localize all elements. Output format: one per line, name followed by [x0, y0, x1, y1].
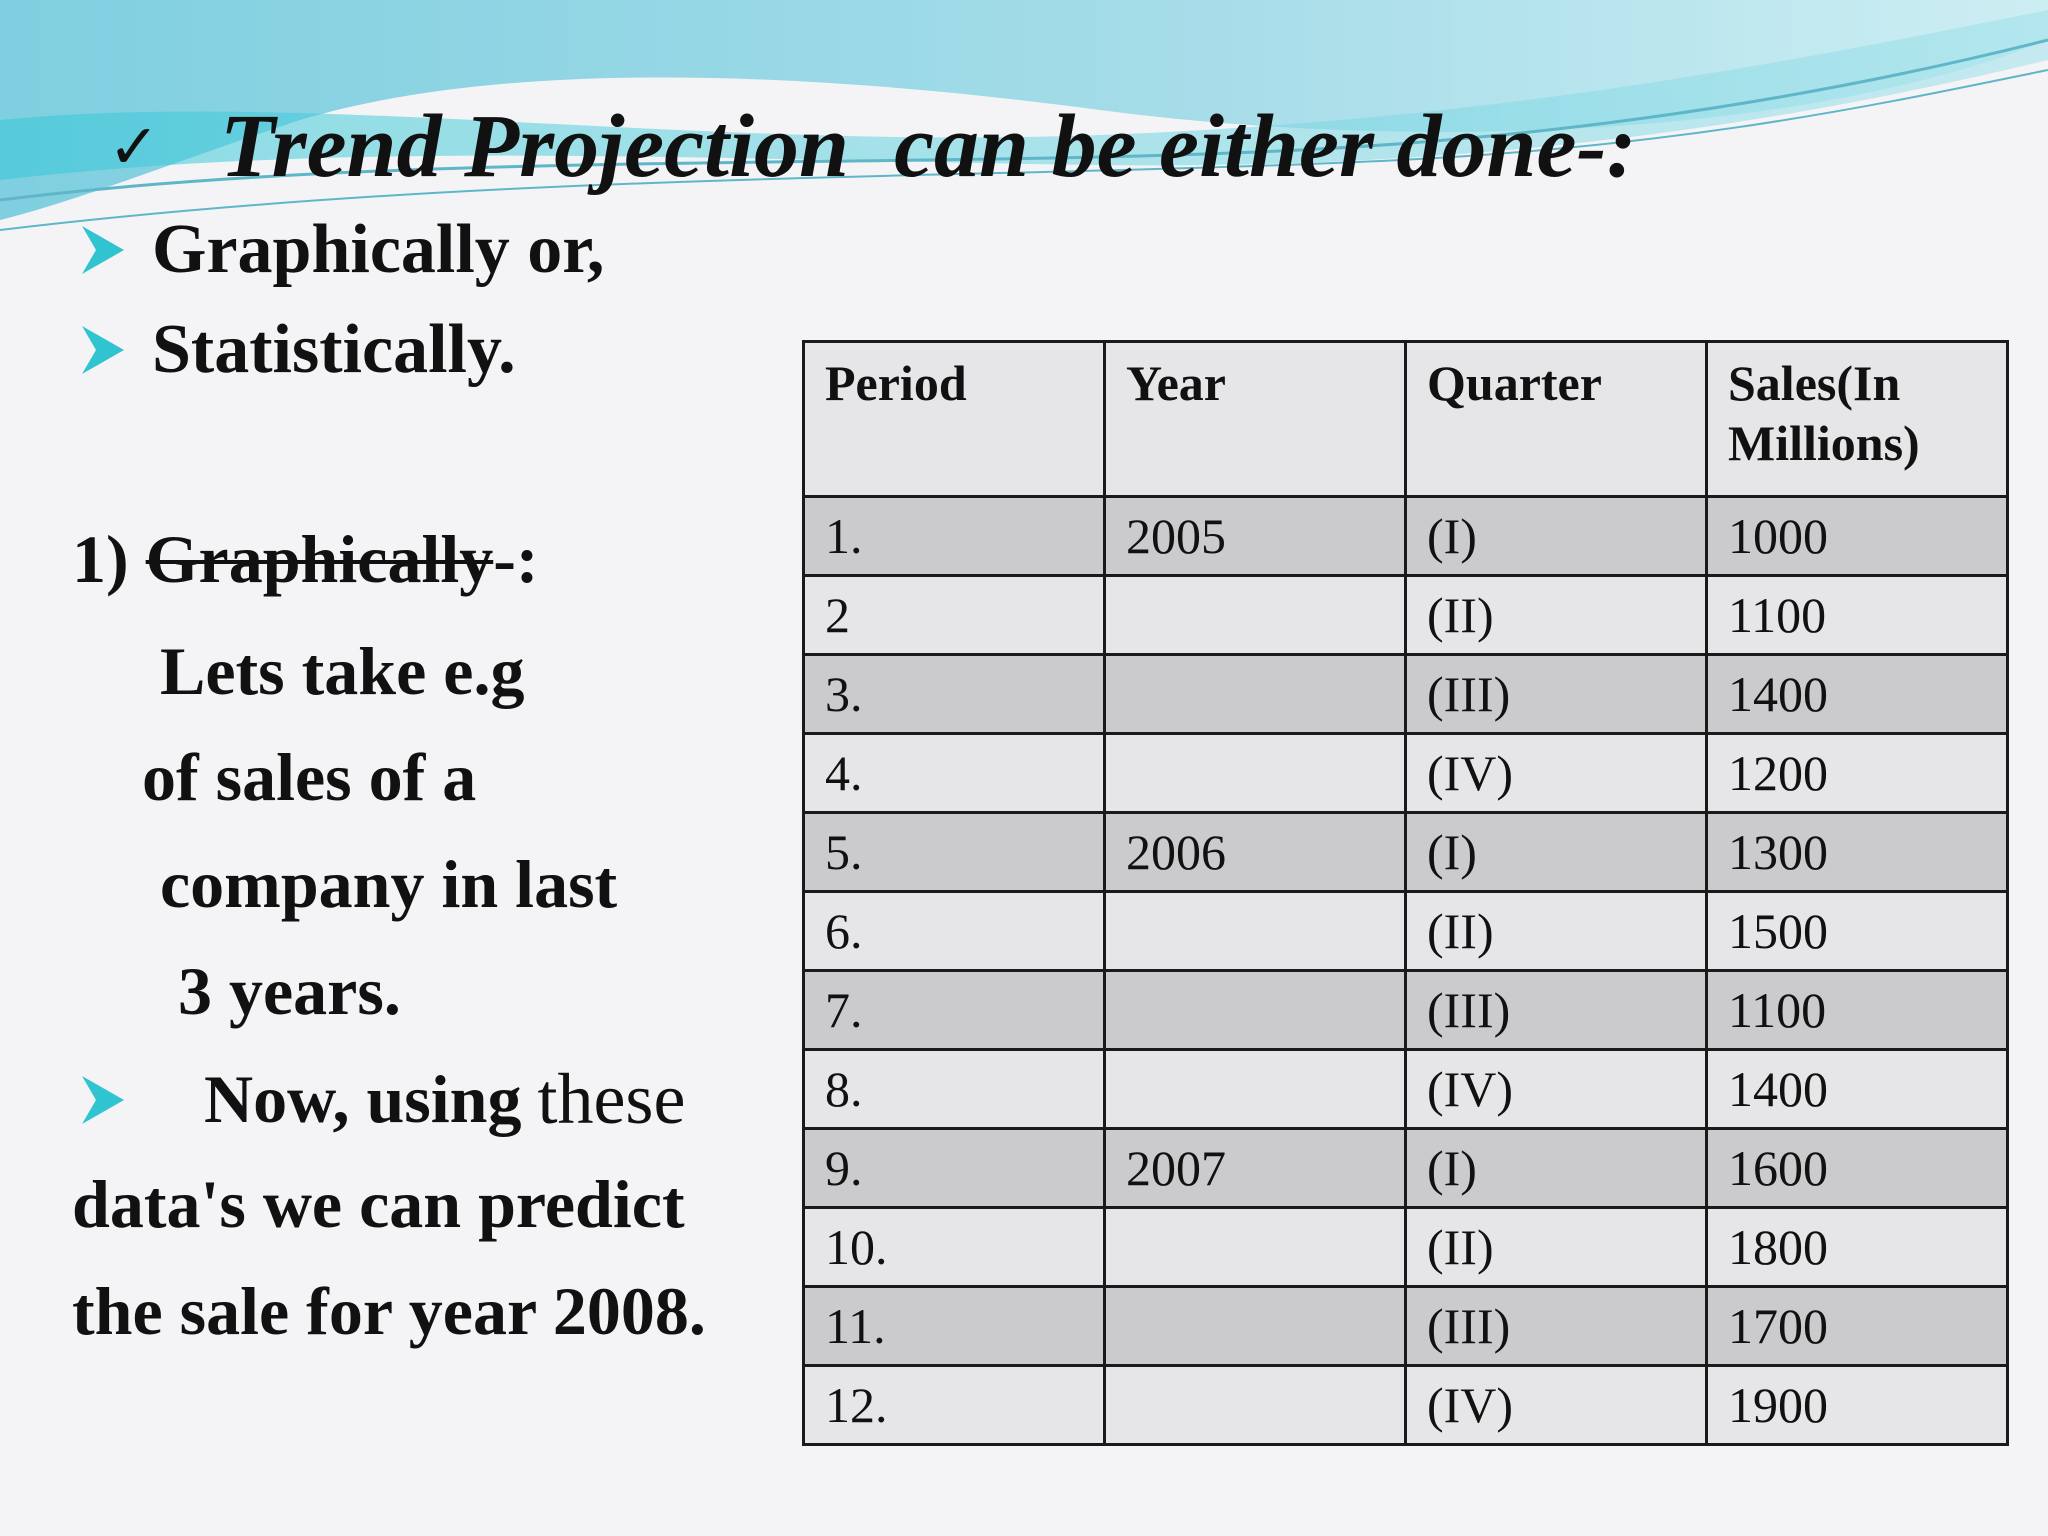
- cell-sales: 1100: [1707, 971, 2008, 1050]
- cell-sales: 1400: [1707, 655, 2008, 734]
- cell-sales: 1400: [1707, 1050, 2008, 1129]
- cell-year: [1105, 1050, 1406, 1129]
- cell-year: [1105, 971, 1406, 1050]
- body-line-4: 3 years.: [178, 953, 401, 1029]
- cell-period: 10.: [804, 1208, 1105, 1287]
- table-header-row: [804, 342, 2008, 497]
- cell-year: [1105, 892, 1406, 971]
- cell-period: 7.: [804, 971, 1105, 1050]
- cell-quarter: (IV): [1406, 1366, 1707, 1445]
- cell-sales: 1600: [1707, 1129, 2008, 1208]
- body-line-2: of sales of a: [142, 739, 477, 815]
- cell-year: 2006: [1105, 813, 1406, 892]
- table-row: [804, 576, 2008, 655]
- table-row: [804, 1287, 2008, 1366]
- cell-sales: 1700: [1707, 1287, 2008, 1366]
- table-row: [804, 1208, 2008, 1287]
- table-row: [804, 655, 2008, 734]
- cell-sales: 1200: [1707, 734, 2008, 813]
- section-heading: 1) Graphically-:: [72, 521, 539, 597]
- cell-quarter: (IV): [1406, 734, 1707, 813]
- cell-sales: 1100: [1707, 576, 2008, 655]
- cell-sales: 1300: [1707, 813, 2008, 892]
- cell-quarter: (II): [1406, 1208, 1707, 1287]
- header-period: Period: [804, 342, 1105, 497]
- cell-quarter: (II): [1406, 892, 1707, 971]
- cell-quarter: (III): [1406, 655, 1707, 734]
- cell-period: 6.: [804, 892, 1105, 971]
- arrow-bullet-icon: [78, 222, 128, 278]
- cell-period: 9.: [804, 1129, 1105, 1208]
- bullet-graphically: Graphically or,: [78, 210, 604, 290]
- table-row: [804, 1129, 2008, 1208]
- body-line-3: company in last: [160, 846, 618, 922]
- bullet-now-using: Now, using these: [78, 1058, 685, 1141]
- cell-quarter: (IV): [1406, 1050, 1707, 1129]
- cell-year: [1105, 655, 1406, 734]
- cell-year: [1105, 576, 1406, 655]
- table-row: [804, 813, 2008, 892]
- body-line-1: Lets take e.g: [160, 633, 525, 709]
- cell-period: 1.: [804, 497, 1105, 576]
- closing-line-2: the sale for year 2008.: [72, 1273, 706, 1349]
- slide-title: Trend Projection can be either done-:: [219, 96, 1637, 196]
- table-row: [804, 1366, 2008, 1445]
- table-row: [804, 971, 2008, 1050]
- cell-period: 5.: [804, 813, 1105, 892]
- header-quarter: Quarter: [1406, 342, 1707, 497]
- cell-quarter: (I): [1406, 497, 1707, 576]
- cell-sales: 1900: [1707, 1366, 2008, 1445]
- header-year: Year: [1105, 342, 1406, 497]
- cell-quarter: (I): [1406, 1129, 1707, 1208]
- cell-year: 2005: [1105, 497, 1406, 576]
- arrow-bullet-icon: [78, 322, 128, 378]
- cell-year: 2007: [1105, 1129, 1406, 1208]
- cell-sales: 1000: [1707, 497, 2008, 576]
- cell-year: [1105, 1366, 1406, 1445]
- cell-sales: 1800: [1707, 1208, 2008, 1287]
- cell-period: 3.: [804, 655, 1105, 734]
- header-sales: Sales(In Millions): [1707, 342, 2008, 497]
- cell-year: [1105, 1208, 1406, 1287]
- cell-period: 12.: [804, 1366, 1105, 1445]
- title-row: [108, 96, 1636, 196]
- checkmark-icon: ✓: [108, 109, 160, 183]
- closing-line-1: data's we can predict: [72, 1166, 685, 1242]
- cell-period: 8.: [804, 1050, 1105, 1129]
- table-row: [804, 734, 2008, 813]
- table-row: [804, 892, 2008, 971]
- cell-period: 2: [804, 576, 1105, 655]
- cell-quarter: (II): [1406, 576, 1707, 655]
- cell-year: [1105, 734, 1406, 813]
- arrow-bullet-icon: [78, 1072, 128, 1128]
- cell-period: 11.: [804, 1287, 1105, 1366]
- table-row: [804, 1050, 2008, 1129]
- cell-quarter: (I): [1406, 813, 1707, 892]
- sales-table: [802, 340, 2009, 1446]
- bullet-statistically: Statistically.: [78, 310, 516, 390]
- table-row: [804, 497, 2008, 576]
- cell-year: [1105, 1287, 1406, 1366]
- cell-quarter: (III): [1406, 1287, 1707, 1366]
- cell-quarter: (III): [1406, 971, 1707, 1050]
- cell-sales: 1500: [1707, 892, 2008, 971]
- cell-period: 4.: [804, 734, 1105, 813]
